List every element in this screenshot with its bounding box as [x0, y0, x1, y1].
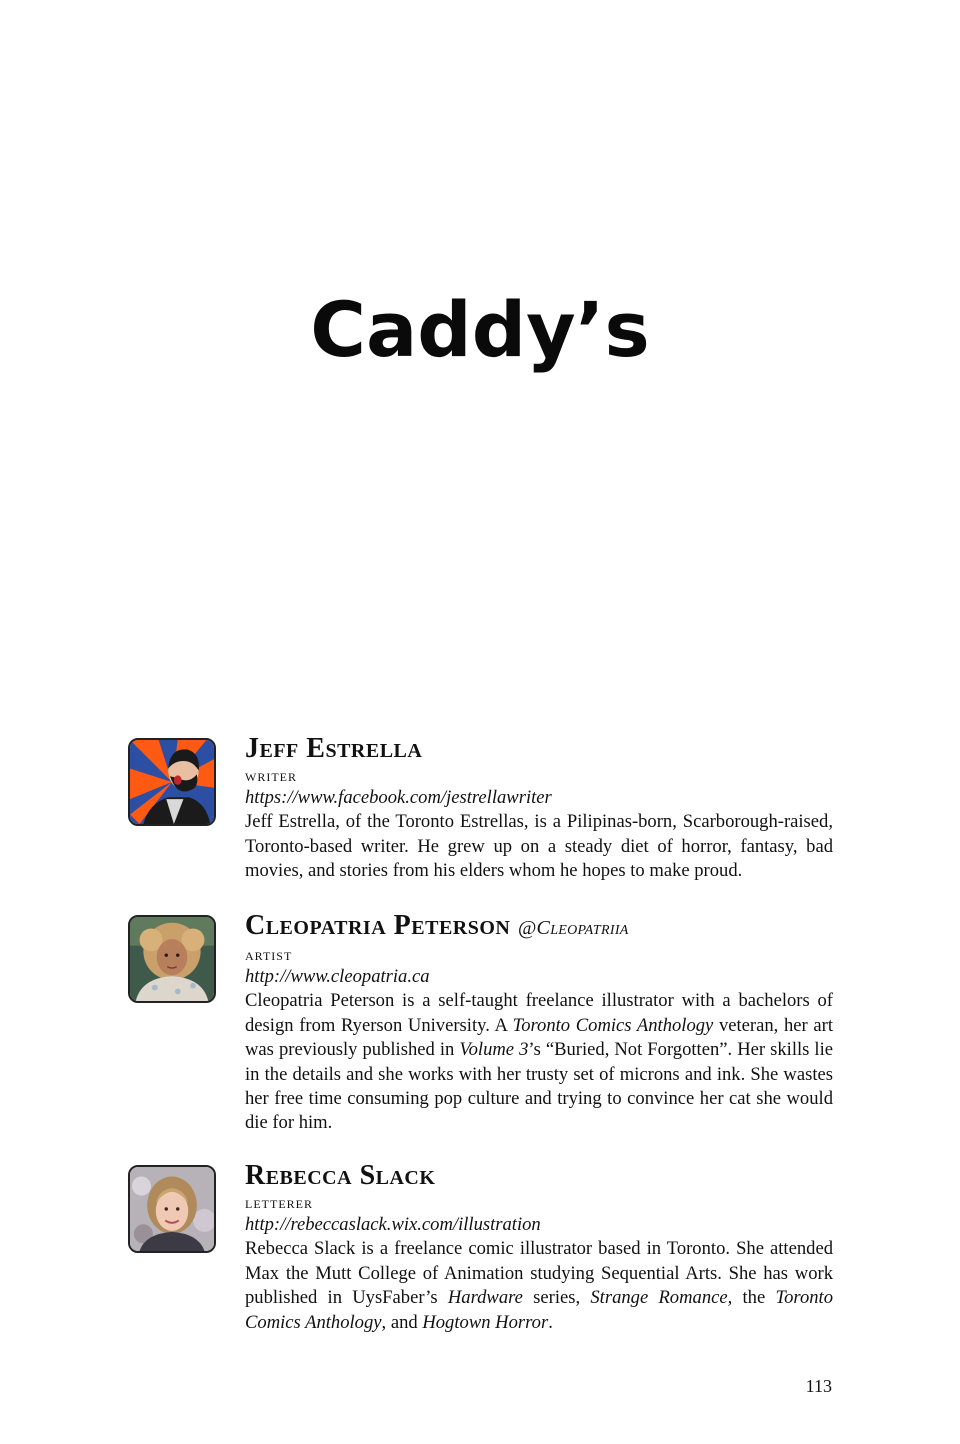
avatar [128, 915, 216, 1003]
contributor-url[interactable]: http://rebeccaslack.wix.com/illustration [245, 1214, 541, 1235]
contributor-bio: Cleopatria Peterson is a self-taught freelance illustrator with a bachelors of design from Ryerson University. A Toronto Comics Anthology veteran, her art was previously published in Volume 3’s “Buried, Not Forgotten”. Her skills lie in the details and she works with her trusty set of microns and ink. She wastes her free time consuming pop culture and trying to convince her cat she would die for him. [245, 990, 834, 1134]
contributor-name-text: Cleopatria Peterson [245, 910, 511, 941]
contributor-name [245, 909, 833, 945]
rebecca-slack-portrait-image [130, 1167, 214, 1251]
cleopatria-peterson-portrait-image [130, 917, 214, 1001]
page-number: 113 [805, 1376, 832, 1396]
contributor-bio: Rebecca Slack is a freelance comic illustrator based in Toronto. She attended Max the Mutt College of Animation studying Sequential Arts. She has work published in UysFaber’s Hardware series, Strange Romance, the Toronto Comics Anthology, and Hogtown Horror. [245, 1238, 834, 1333]
contributor-bio: Jeff Estrella, of the Toronto Estrellas, is a Pilipinas-born, Scarborough-raised, Toronto-based writer. He grew up on a steady diet of horror, fantasy, bad movies, and stories from his elders whom he hopes to make proud. [245, 811, 833, 882]
contributor-url[interactable]: https://www.facebook.com/jestrellawriter [245, 787, 552, 808]
contributor-url[interactable]: http://www.cleopatria.ca [245, 966, 430, 987]
contributor-name: Rebecca Slack [245, 1160, 436, 1191]
jeff-estrella-portrait-image [130, 740, 214, 824]
contributor-role: letterer [245, 1193, 313, 1212]
story-title: Caddy’s [310, 285, 650, 374]
contributor-role: artist [245, 945, 293, 964]
avatar [128, 738, 216, 826]
avatar [128, 1165, 216, 1253]
social-handle[interactable]: @Cleopatriia [517, 917, 629, 939]
contributor-role: writer [245, 766, 297, 785]
contributor-name: Jeff Estrella [245, 733, 423, 764]
